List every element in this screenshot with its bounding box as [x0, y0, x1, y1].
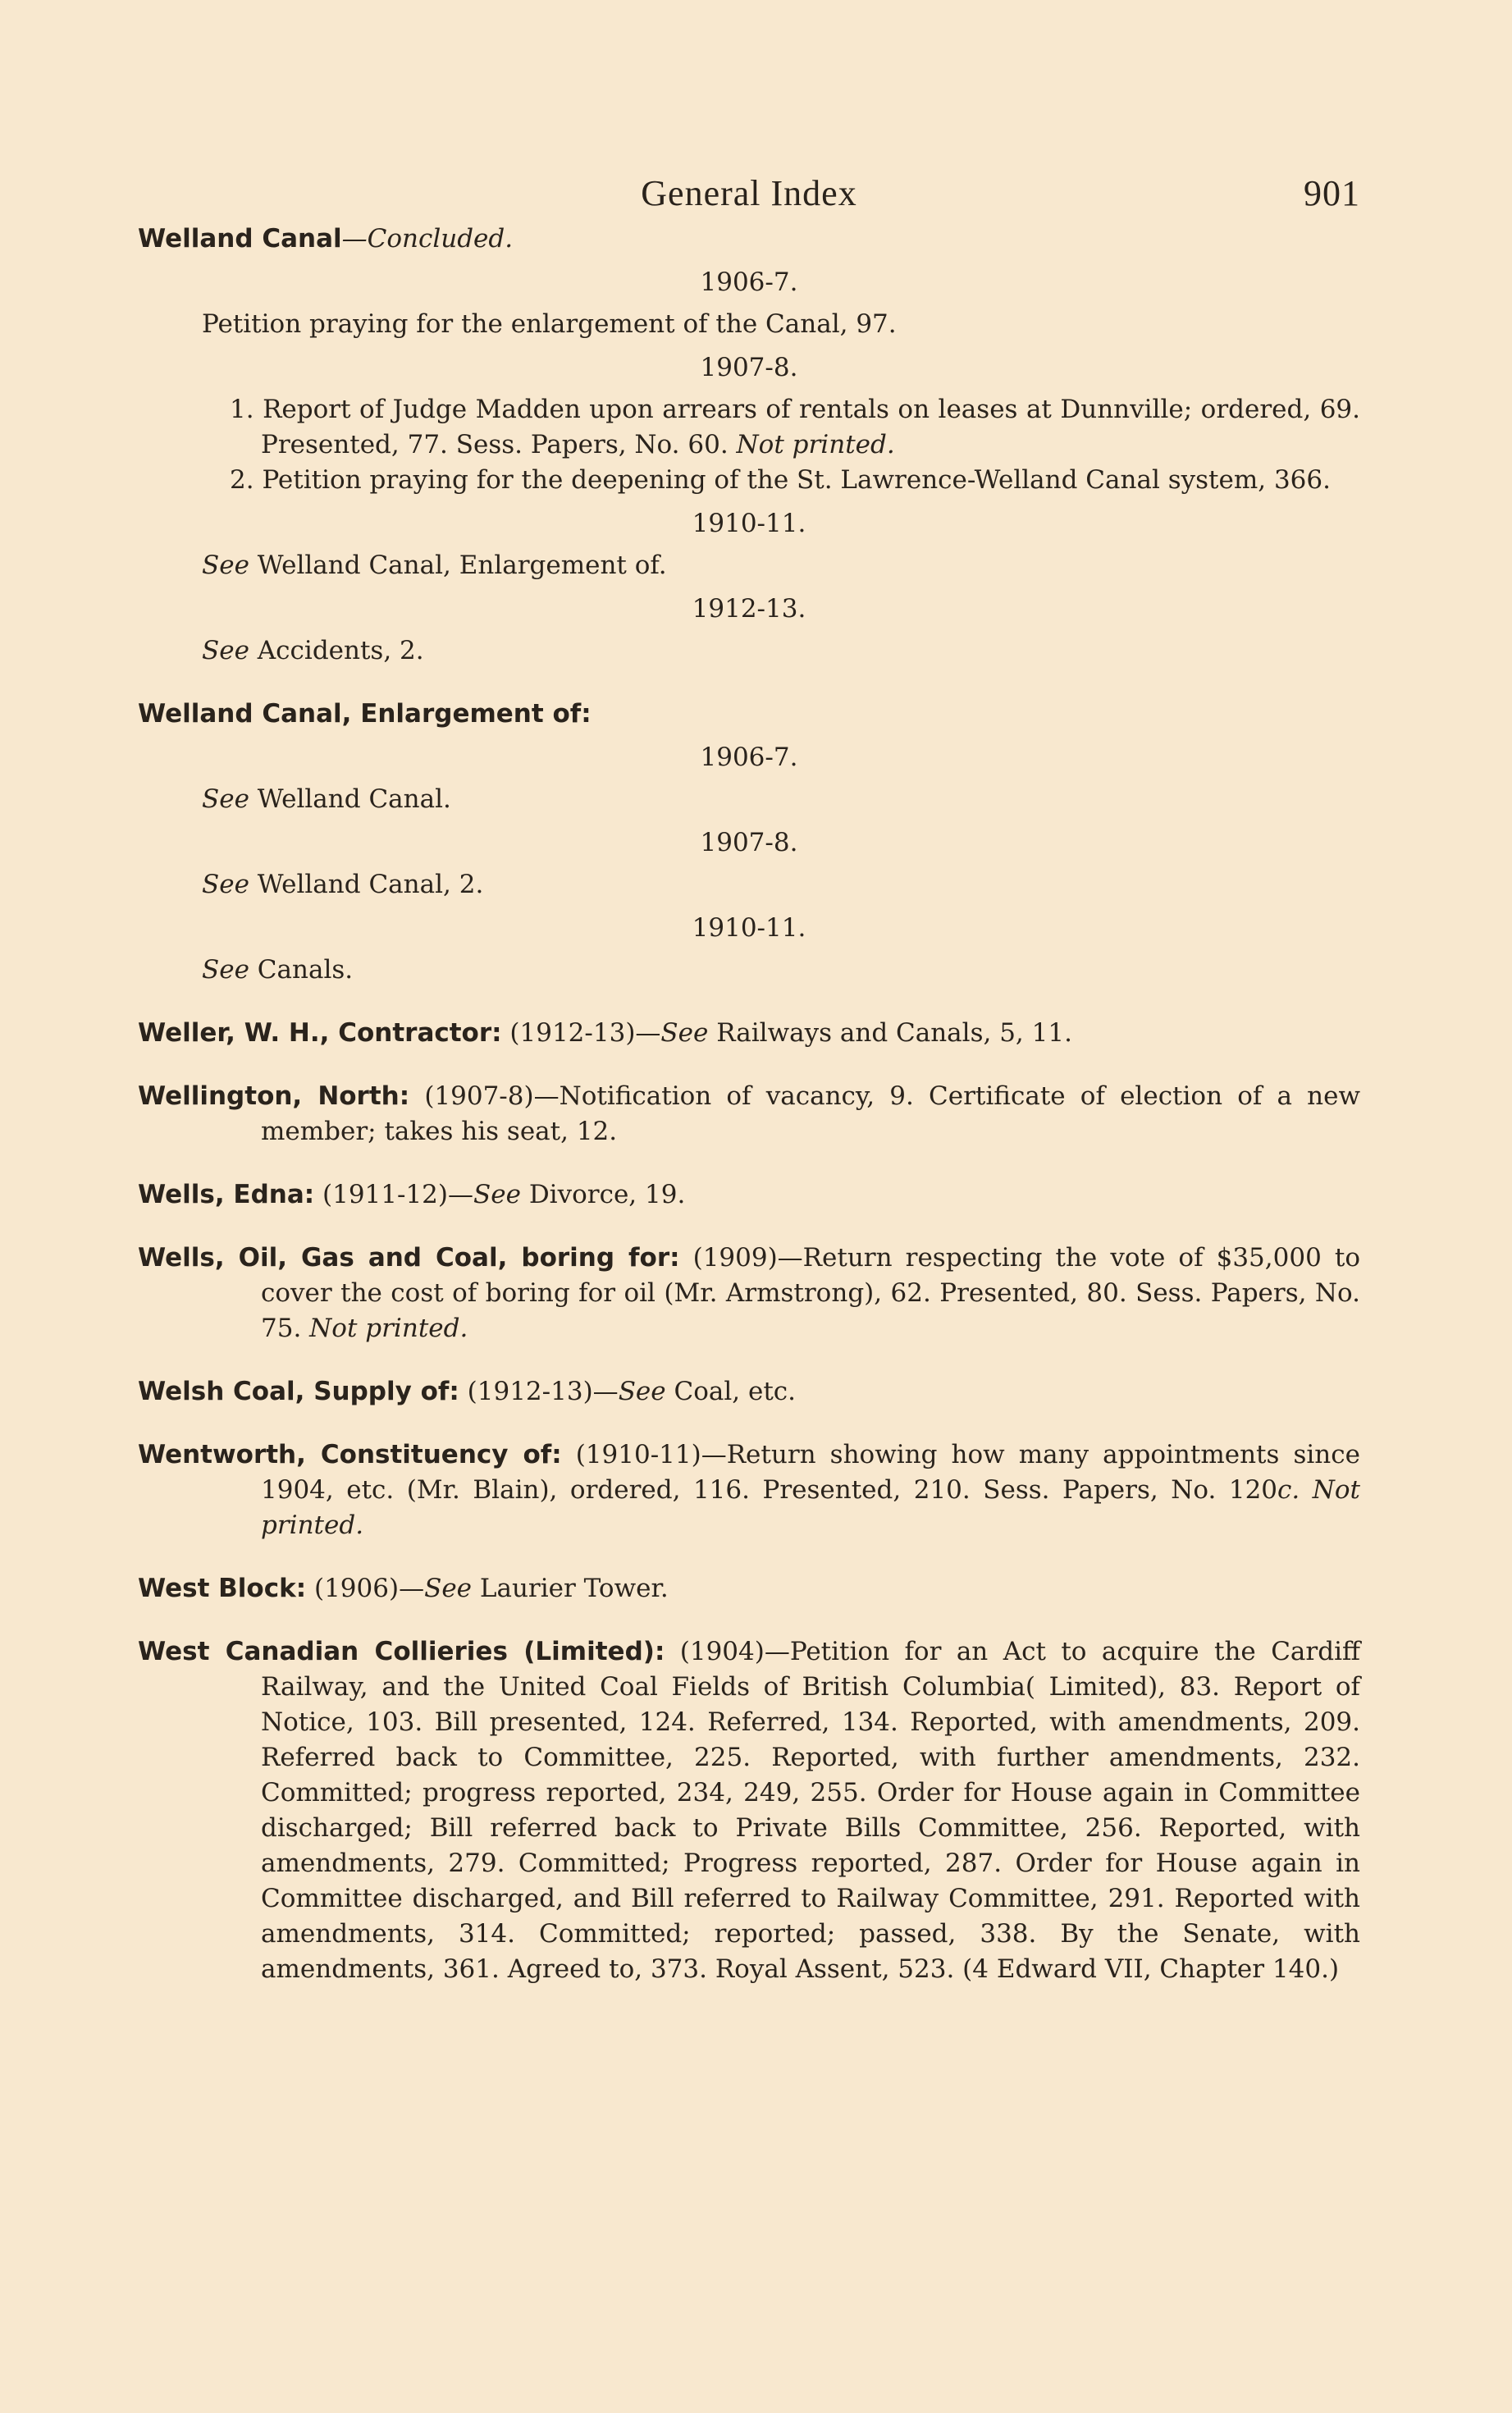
- entry-heading: Wentworth, Constituency of:: [138, 1440, 562, 1469]
- session-year: 1906-7.: [700, 267, 798, 297]
- entry-heading: Wells, Oil, Gas and Coal, boring for:: [138, 1243, 680, 1273]
- see-target: Railways and Canals, 5, 11.: [716, 1018, 1072, 1048]
- entry-wellington-north: [138, 1079, 1360, 1149]
- index-page: [138, 172, 1360, 1987]
- page-number: 901: [1304, 173, 1360, 213]
- entry-heading: Weller, W. H., Contractor:: [138, 1018, 502, 1048]
- see-target: Divorce, 19.: [528, 1180, 686, 1209]
- paper-suffix: c.: [1277, 1475, 1300, 1505]
- session-year: 1910-11.: [692, 509, 806, 538]
- index-line: [138, 548, 1360, 583]
- see-target: Welland Canal, 2.: [257, 870, 484, 899]
- entry-welsh-coal: [138, 1374, 1360, 1410]
- entry-wells-edna: [138, 1177, 1360, 1213]
- session-year: 1907-8.: [700, 828, 798, 857]
- entry-text: (1907-8)—Notification of vacancy, 9. Certificate of election of a new member; takes his seat, 12.: [261, 1081, 1361, 1146]
- not-printed-note: Not printed.: [736, 430, 895, 459]
- entry-text: (1910-11)—Return showing how many appointments since 1904, etc. (Mr. Blain), ordered, 116. Presented, 210. Sess. Papers, No. 120: [261, 1440, 1360, 1505]
- session-year: 1906-7.: [700, 743, 798, 772]
- see-label: See: [618, 1377, 666, 1406]
- item-number: 1.: [230, 395, 254, 424]
- not-printed-note: Not printed.: [261, 1475, 1360, 1540]
- entry-wentworth: [138, 1437, 1360, 1543]
- entry-session: (1912-13)—: [509, 1018, 661, 1048]
- entry-heading: Welland Canal: [138, 224, 342, 254]
- numbered-item: [138, 392, 1360, 463]
- not-printed-note: Not printed.: [309, 1314, 468, 1343]
- entry-session: (1911-12)—: [322, 1180, 474, 1209]
- page-title: General Index: [641, 173, 857, 213]
- see-label: See: [424, 1574, 473, 1603]
- see-target: Coal, etc.: [674, 1377, 796, 1406]
- entry-wells-oil-gas-coal: [138, 1241, 1360, 1346]
- entry-text: (1904)—Petition for an Act to acquire the Cardiff Railway, and the United Coal Fields of British Columbia( Limited), 83. Report of Notice, 103. Bill presented, 124. Referred, 134. Reported, with amendments, 209. Referred back to Committee, 225. Reported, with further amendments, 232. Committed; progress reported, 234, 249, 255. Order for House again in Committee discharged; Bill referred back to Private Bills Committee, 256. Reported, with amendments, 279. Committed; Progress reported, 287. Order for House again in Committee discharged, and Bill referred to Railway Committee, 291. Reported with amendments, 314. Committed; reported; passed, 338. By the Senate, with amendments, 361. Agreed to, 373. Royal Assent, 523. (4 Edward VII, Chapter 140.): [261, 1637, 1361, 1984]
- numbered-item: [138, 463, 1360, 498]
- index-line: [138, 953, 1360, 988]
- see-target: Welland Canal.: [257, 784, 451, 814]
- entry-weller: [138, 1016, 1360, 1051]
- item-text: Petition praying for the deepening of the St. Lawrence-Welland Canal system, 366.: [262, 465, 1331, 495]
- entry-welland-canal-concluded: [138, 222, 1360, 669]
- concluded-label: —Concluded.: [341, 224, 514, 254]
- entry-heading: Welland Canal, Enlargement of:: [138, 699, 592, 729]
- index-line: Petition praying for the enlargement of the Canal, 97.: [202, 309, 897, 339]
- see-target: Laurier Tower.: [479, 1574, 669, 1603]
- see-label: See: [202, 955, 249, 985]
- entry-heading: Welsh Coal, Supply of:: [138, 1377, 459, 1406]
- see-target: Accidents, 2.: [257, 636, 424, 665]
- entry-heading: Wells, Edna:: [138, 1180, 315, 1209]
- session-year: 1910-11.: [692, 913, 806, 943]
- entry-session: (1912-13)—: [467, 1377, 619, 1406]
- index-line: [138, 633, 1360, 669]
- entry-heading: West Canadian Collieries (Limited):: [138, 1637, 665, 1666]
- entry-session: (1906)—: [313, 1574, 425, 1603]
- see-label: See: [660, 1018, 709, 1048]
- entry-text: (1909)—Return respecting the vote of $35,000 to cover the cost of boring for oil (Mr. Armstrong), 62. Presented, 80. Sess. Papers, No. 75.: [261, 1243, 1360, 1343]
- entry-west-block: [138, 1571, 1360, 1606]
- running-head: [138, 172, 1360, 222]
- see-target: Welland Canal, Enlargement of.: [257, 551, 667, 580]
- item-number: 2.: [230, 465, 254, 495]
- see-label: See: [202, 551, 249, 580]
- session-year: 1912-13.: [692, 594, 806, 624]
- see-label: See: [202, 870, 249, 899]
- item-text: Report of Judge Madden upon arrears of rentals on leases at Dunnville; ordered, 69. Presented, 77. Sess. Papers, No. 60.: [261, 395, 1361, 459]
- see-target: Canals.: [257, 955, 354, 985]
- session-year: 1907-8.: [700, 353, 798, 382]
- entry-west-canadian-collieries: [138, 1634, 1360, 1987]
- index-line: [138, 867, 1360, 903]
- see-label: See: [202, 784, 249, 814]
- entry-heading: Wellington, North:: [138, 1081, 410, 1111]
- see-label: See: [202, 636, 249, 665]
- entry-welland-enlargement: [138, 697, 1360, 988]
- entry-heading: West Block:: [138, 1574, 307, 1603]
- see-label: See: [473, 1180, 521, 1209]
- index-line: [138, 782, 1360, 817]
